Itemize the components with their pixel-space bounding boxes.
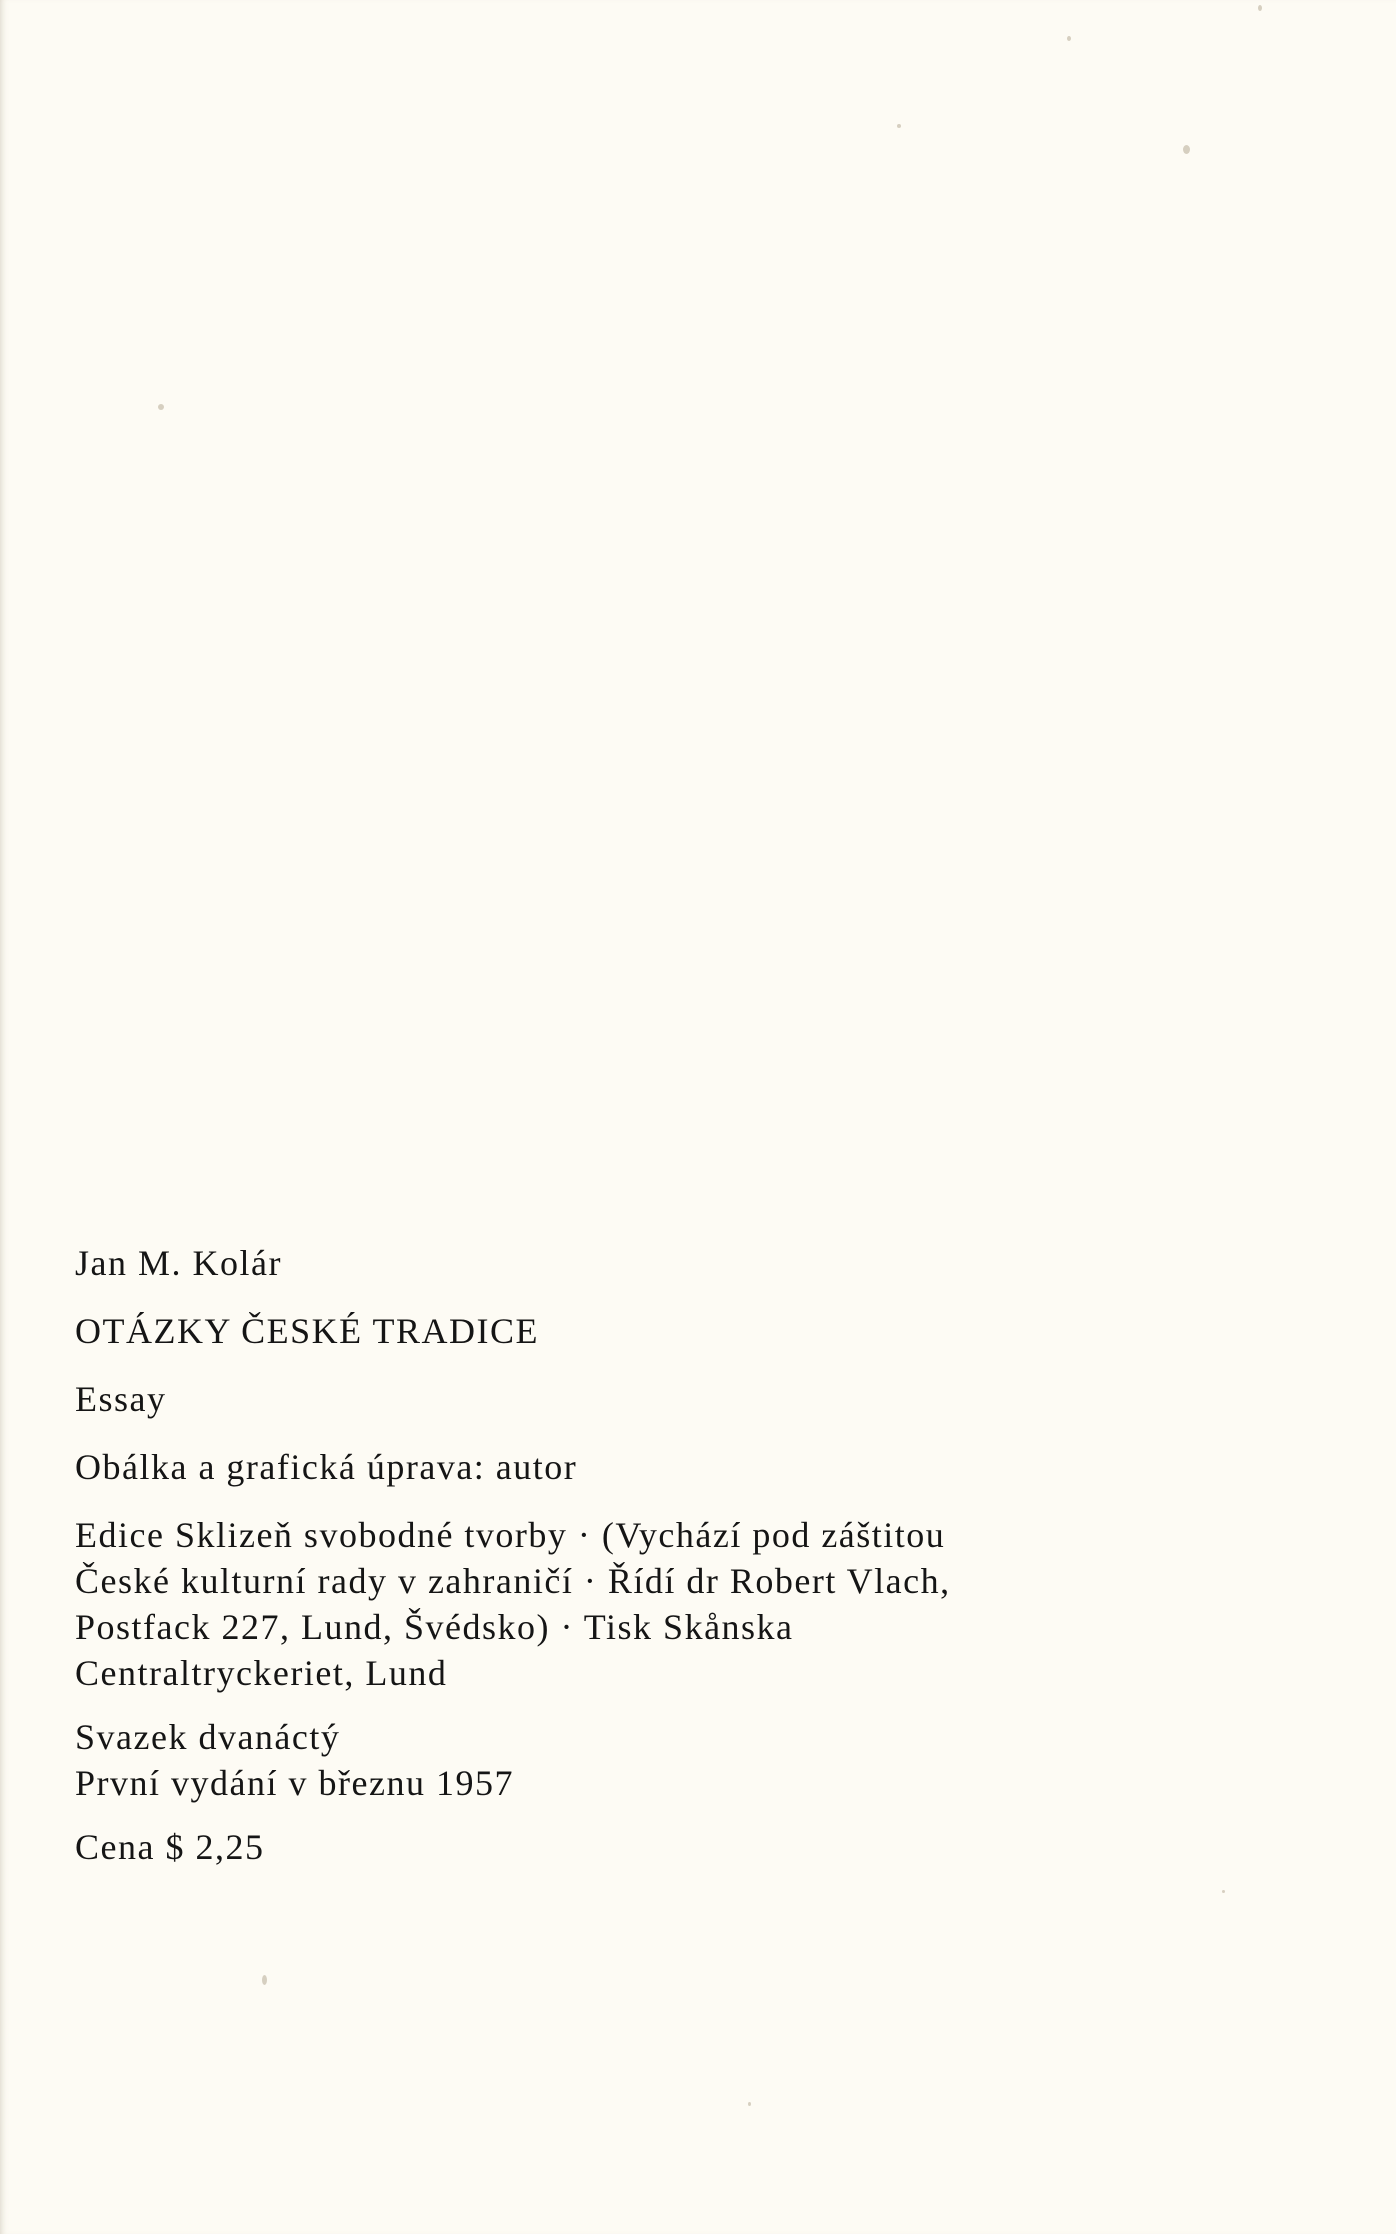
- edition-info: [75, 1512, 1195, 1696]
- paper-speck: [1067, 36, 1071, 41]
- paper-speck: [158, 404, 164, 410]
- edition-line: Postfack 227, Lund, Švédsko) · Tisk Skånska: [75, 1607, 794, 1647]
- volume-number: Svazek dvanáctý: [75, 1717, 341, 1757]
- volume-info: [75, 1714, 1195, 1806]
- paper-speck: [1183, 145, 1190, 154]
- edition-line: Centraltryckeriet, Lund: [75, 1653, 448, 1693]
- author-name: Jan M. Kolár: [75, 1243, 282, 1283]
- book-genre: Essay: [75, 1379, 167, 1419]
- paper-speck: [1222, 1890, 1225, 1893]
- colophon: [75, 1240, 1195, 1870]
- paper-speck: [897, 124, 901, 128]
- paper-speck: [1258, 5, 1262, 11]
- book-title: OTÁZKY ČESKÉ TRADICE: [75, 1311, 539, 1351]
- cover-design-credit: Obálka a grafická úprava: autor: [75, 1447, 578, 1487]
- paper-speck: [262, 1975, 267, 1985]
- edition-line: České kulturní rady v zahraničí · Řídí dr Robert Vlach,: [75, 1561, 951, 1601]
- first-edition-date: První vydání v březnu 1957: [75, 1763, 514, 1803]
- edition-line: Edice Sklizeň svobodné tvorby · (Vychází pod záštitou: [75, 1515, 946, 1555]
- price: Cena $ 2,25: [75, 1827, 265, 1867]
- paper-speck: [748, 2102, 751, 2106]
